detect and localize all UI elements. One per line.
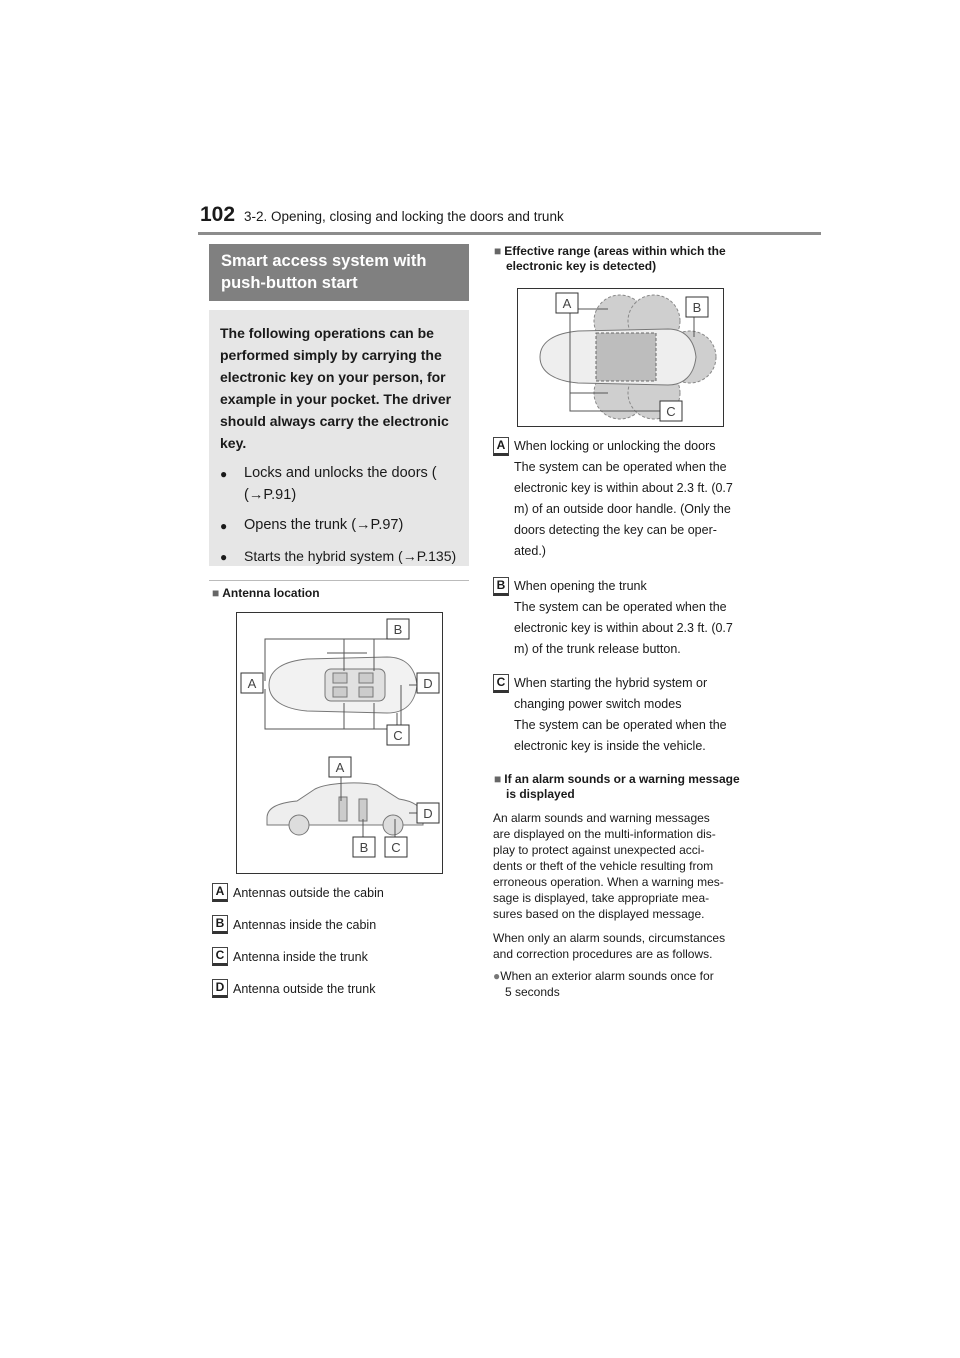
bullet-text: Locks and unlocks the doors ( (→P.91) <box>244 465 437 503</box>
range-item-b: When opening the trunk The system can be operated when the electronic key is within about 2.3 ft. (0.7 m) of the trunk release button. <box>514 579 733 656</box>
bullet-dot-icon: ● <box>220 467 228 481</box>
range-item-a: When locking or unlocking the doors The system can be operated when the electronic key is within about 2.3 ft. (0.7 m) of an outside door handle. (Only the doors detecting the key can be oper- ated.) <box>514 439 733 558</box>
intro-text: The following operations can be performed simply by carrying the electronic key on your person, for example in your pocket. The driver should always carry the electronic key. <box>220 325 452 451</box>
section-divider <box>209 580 469 581</box>
section-title-line2: push-button start <box>221 274 358 292</box>
range-marker-a: A <box>493 437 509 456</box>
header-divider <box>198 232 821 235</box>
square-bullet-icon: ■ <box>494 244 502 258</box>
antenna-location-figure <box>236 612 443 874</box>
square-bullet-icon: ■ <box>494 772 502 786</box>
legend-text: Antennas inside the cabin <box>233 918 377 932</box>
legend-marker-d: D <box>212 979 228 998</box>
alarm-paragraph-2: When only an alarm sounds, circumstances and correction procedures are as follows. <box>493 931 726 961</box>
bullet-lock-unlock <box>220 462 461 506</box>
page-ref-link[interactable]: P.135 <box>416 548 452 564</box>
fig-label-a: A <box>335 760 345 775</box>
legend-marker-b: B <box>212 915 228 934</box>
fig-label-d: D <box>423 806 433 821</box>
bullet-text: Starts the hybrid system (→P.135) <box>244 548 457 564</box>
range-label-c: C <box>666 404 676 419</box>
fig-label-c: C <box>393 728 403 743</box>
section-title-line1: Smart access system with <box>221 252 427 270</box>
bullet-dot-icon: ● <box>220 550 228 564</box>
legend-marker-a: A <box>212 883 228 902</box>
page-number: 102 <box>200 203 236 226</box>
range-marker-c: C <box>493 674 509 693</box>
fig-label-b: B <box>393 622 403 637</box>
range-heading: ■ Effective range (areas within which the electronic key is detected) <box>494 244 726 273</box>
range-item-c: When starting the hybrid system or changing power switch modes The system can be operated when the electronic key is inside the vehicle. <box>514 676 727 753</box>
fig-label-d: D <box>423 676 433 691</box>
legend-text: Antennas outside the cabin <box>233 886 384 900</box>
page-ref-link[interactable]: P.91 <box>263 487 292 503</box>
range-label-b: B <box>692 300 702 315</box>
alarm-heading: ■ If an alarm sounds or a warning message is displayed <box>494 772 740 801</box>
bullet-start-hybrid <box>220 545 461 568</box>
page-ref-link[interactable]: P.97 <box>370 517 399 533</box>
section-title-box <box>209 244 469 301</box>
fig-label-b: B <box>359 840 369 855</box>
car-antenna-diagram <box>237 613 442 873</box>
circle-bullet-icon: ● <box>493 969 501 983</box>
range-marker-b: B <box>493 577 509 596</box>
square-bullet-icon: ■ <box>212 586 220 600</box>
range-diagram <box>518 289 723 426</box>
bullet-open-trunk <box>220 514 461 537</box>
fig-label-a: A <box>247 676 257 691</box>
section-breadcrumb: 3-2. Opening, closing and locking the doors and trunk <box>244 209 564 224</box>
antenna-heading: ■ Antenna location <box>212 586 320 600</box>
legend-marker-c: C <box>212 947 228 966</box>
legend-text: Antenna outside the trunk <box>233 982 376 996</box>
intro-box <box>209 310 469 566</box>
fig-label-c: C <box>391 840 401 855</box>
bullet-dot-icon: ● <box>220 519 228 533</box>
bullet-text: Opens the trunk (→P.97) <box>244 517 404 533</box>
range-label-a: A <box>562 296 572 311</box>
effective-range-figure <box>517 288 724 427</box>
alarm-paragraph-1: An alarm sounds and warning messages are displayed on the multi-information dis- play to protect against unexpected acci- dents or theft of the vehicle resulting from erroneous operation. When a warning mes- sage is displayed, take appropriate mea- sures based on the displayed message. <box>493 811 724 921</box>
alarm-bullet: ●When an exterior alarm sounds once for 5 seconds <box>493 969 714 999</box>
legend-text: Antenna inside the trunk <box>233 950 368 964</box>
